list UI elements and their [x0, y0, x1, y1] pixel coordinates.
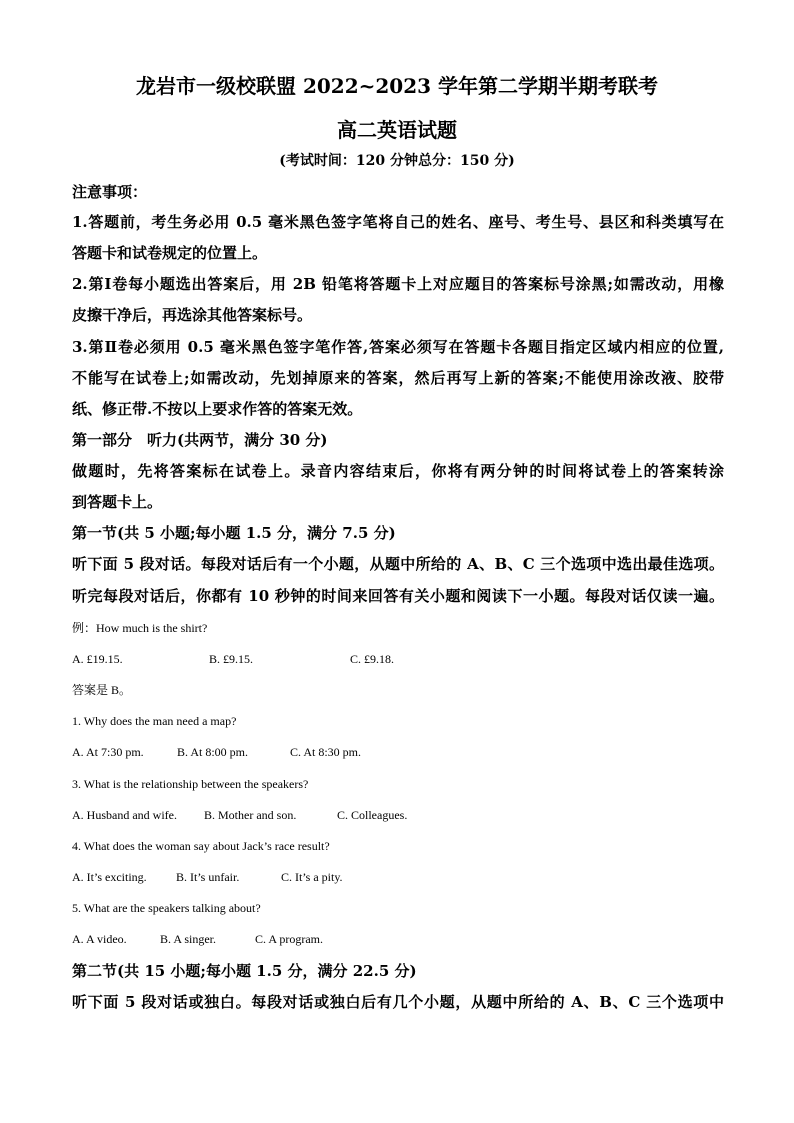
exam-time-info: (考试时间：120 分钟总分：150 分)	[279, 153, 515, 169]
question-3-option-a: A. Husband and wife.	[72, 808, 177, 822]
question-5: 5. What are the speakers talking about?	[72, 901, 261, 915]
question-4-option-c: C. It’s a pity.	[281, 870, 343, 884]
notice-item-1-line-2: 答题卡和试卷规定的位置上。	[72, 244, 268, 262]
question-5-option-b: B. A singer.	[160, 932, 217, 946]
question-4-option-b: B. It’s unfair.	[176, 870, 240, 884]
exam-title: 龙岩市一级校联盟 2022~2023 学年第二学期半期考联考	[135, 74, 658, 98]
section1-heading: 第一节(共 5 小题;每小题 1.5 分，满分 7.5 分)	[72, 524, 396, 542]
question-3: 3. What is the relationship between the speakers?	[72, 777, 309, 791]
example-option-c: C. £9.18.	[350, 652, 395, 666]
question-1-option-c: C. At 8:30 pm.	[290, 745, 362, 759]
notice-item-3-line-2: 不能写在试卷上;如需改动，先划掉原来的答案，然后再写上新的答案;不能使用涂改液、胶带	[72, 369, 724, 387]
notice-heading: 注意事项：	[72, 183, 148, 201]
section2-intro-line-1: 听下面 5 段对话或独白。每段对话或独白后有几个小题，从题中所给的 A、B、C 三个选项中	[72, 993, 724, 1011]
example-option-b: B. £9.15.	[209, 652, 254, 666]
question-1: 1. Why does the man need a map?	[72, 714, 237, 728]
example-question: 例：How much is the shirt?	[72, 621, 208, 635]
question-3-option-c: C. Colleagues.	[337, 808, 408, 822]
notice-item-2-line-1: 2.第Ⅰ卷每小题选出答案后，用 2B 铅笔将答题卡上对应题目的答案标号涂黑;如需改动，用橡	[72, 275, 724, 293]
section1-intro-line-2: 听完每段对话后，你都有 10 秒钟的时间来回答有关小题和阅读下一小题。每段对话仅读一遍。	[72, 587, 724, 605]
question-4-option-a: A. It’s exciting.	[72, 870, 147, 884]
notice-item-3-line-3: 纸、修正带.不按以上要求作答的答案无效。	[72, 400, 363, 418]
question-3-option-b: B. Mother and son.	[204, 808, 297, 822]
part1-heading: 第一部分 听力(共两节，满分 30 分)	[72, 431, 328, 449]
question-1-option-b: B. At 8:00 pm.	[177, 745, 249, 759]
notice-item-1-line-1: 1.答题前，考生务必用 0.5 毫米黑色签字笔将自己的姓名、座号、考生号、县区和科类填写在	[72, 213, 724, 231]
example-answer: 答案是 B。	[72, 683, 132, 697]
example-option-a: A. £19.15.	[72, 652, 123, 666]
notice-item-2-line-2: 皮擦干净后，再选涂其他答案标号。	[72, 306, 313, 324]
part1-intro-line-2: 到答题卡上。	[72, 493, 163, 511]
section1-intro-line-1: 听下面 5 段对话。每段对话后有一个小题，从题中所给的 A、B、C 三个选项中选出最佳选项。	[72, 555, 724, 573]
notice-item-3-line-1: 3.第Ⅱ卷必须用 0.5 毫米黑色签字笔作答,答案必须写在答题卡各题目指定区域内相应的位置,	[72, 338, 724, 356]
question-4: 4. What does the woman say about Jack’s race result?	[72, 839, 330, 853]
question-5-option-c: C. A program.	[255, 932, 323, 946]
question-1-option-a: A. At 7:30 pm.	[72, 745, 144, 759]
exam-subtitle: 高二英语试题	[337, 118, 457, 142]
section2-heading: 第二节(共 15 小题;每小题 1.5 分，满分 22.5 分)	[72, 962, 417, 980]
part1-intro-line-1: 做题时，先将答案标在试卷上。录音内容结束后，你将有两分钟的时间将试卷上的答案转涂	[72, 462, 724, 480]
question-5-option-a: A. A video.	[72, 932, 127, 946]
